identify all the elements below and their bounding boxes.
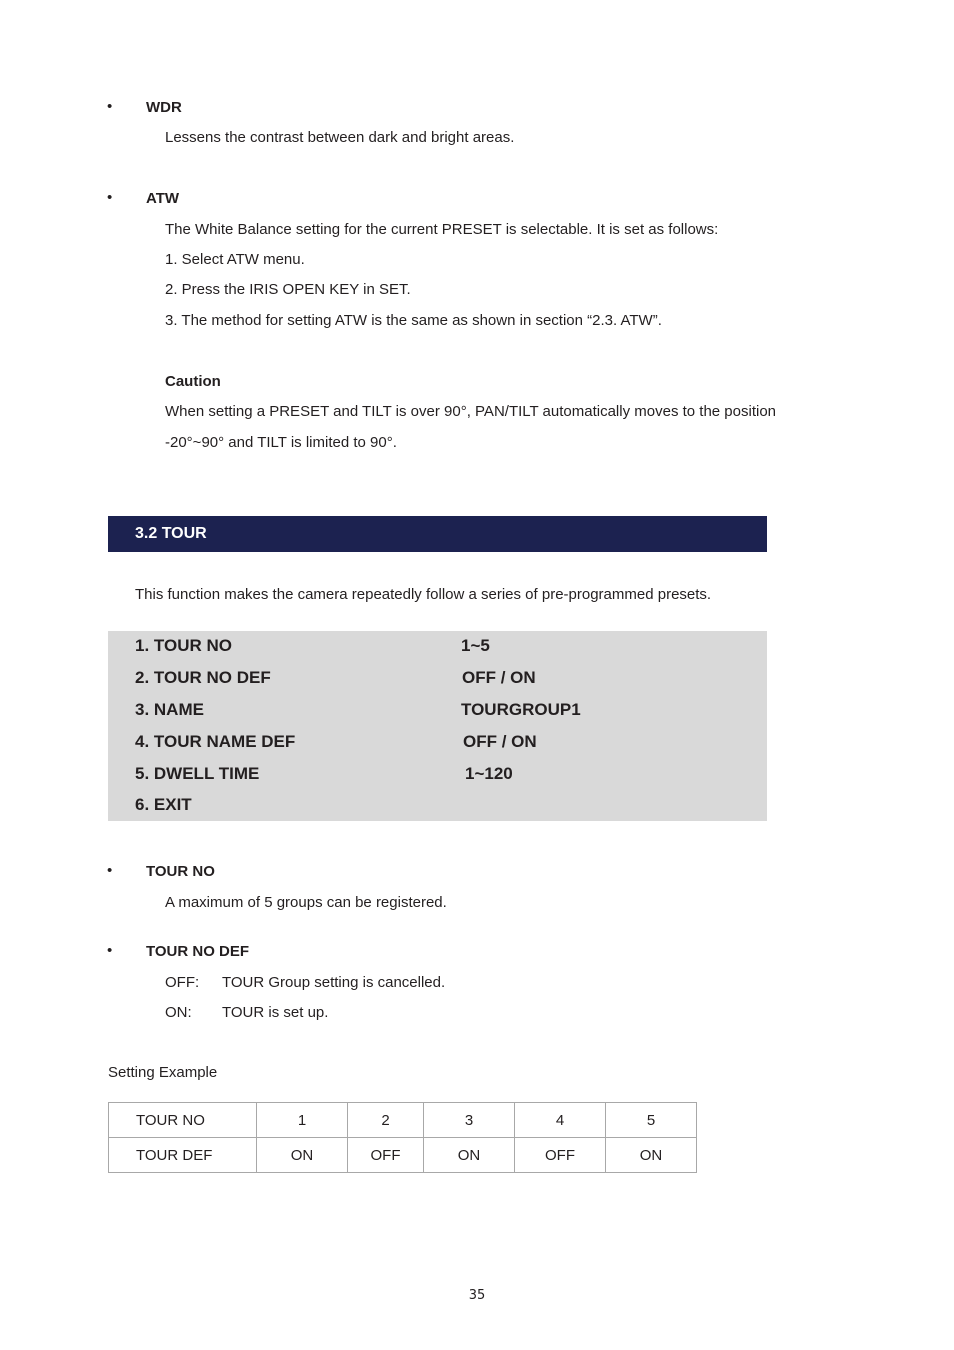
menu-row bbox=[108, 663, 767, 695]
section-header-bar bbox=[108, 516, 767, 552]
tour-no-def-heading: TOUR NO DEF bbox=[146, 943, 250, 960]
table-cell: ON bbox=[424, 1138, 515, 1173]
bullet-tour-no-def: • bbox=[107, 942, 113, 959]
wdr-description: Lessens the contrast between dark and bright areas. bbox=[165, 129, 515, 146]
atw-heading: ATW bbox=[146, 190, 180, 207]
table-cell: 1 bbox=[257, 1103, 348, 1138]
section-title: 3.2 TOUR bbox=[135, 525, 207, 542]
table-cell: 2 bbox=[348, 1103, 424, 1138]
tour-no-heading: TOUR NO bbox=[146, 863, 215, 880]
setting-example-table bbox=[108, 1102, 697, 1173]
table-row-header: TOUR DEF bbox=[109, 1138, 257, 1173]
tour-menu-box bbox=[108, 631, 767, 821]
table-cell: OFF bbox=[515, 1138, 606, 1173]
table-cell: OFF bbox=[348, 1138, 424, 1173]
option-key: ON: bbox=[165, 1004, 192, 1021]
page-number: 35 bbox=[468, 1288, 486, 1303]
section-intro: This function makes the camera repeatedly follow a series of pre-programmed presets. bbox=[135, 586, 712, 603]
bullet-tour-no: • bbox=[107, 862, 113, 879]
table-cell: ON bbox=[606, 1138, 697, 1173]
menu-item-label: 6. EXIT bbox=[135, 795, 192, 814]
menu-item-value: OFF / ON bbox=[463, 732, 537, 751]
menu-item-label: 5. DWELL TIME bbox=[135, 764, 260, 783]
caution-heading: Caution bbox=[165, 373, 221, 390]
table-cell: 3 bbox=[424, 1103, 515, 1138]
atw-step: 2. Press the IRIS OPEN KEY in SET. bbox=[165, 281, 411, 298]
bullet-atw: • bbox=[107, 189, 113, 206]
option-text: TOUR is set up. bbox=[222, 1004, 329, 1021]
menu-row bbox=[108, 759, 767, 791]
menu-row bbox=[108, 631, 767, 663]
menu-item-label: 1. TOUR NO bbox=[135, 636, 232, 655]
menu-item-value: 1~120 bbox=[465, 764, 513, 783]
menu-item-value: 1~5 bbox=[461, 636, 490, 655]
wdr-heading: WDR bbox=[146, 99, 182, 116]
example-caption: Setting Example bbox=[108, 1064, 218, 1081]
bullet-wdr: • bbox=[107, 98, 113, 115]
table-cell: ON bbox=[257, 1138, 348, 1173]
option-key: OFF: bbox=[165, 974, 200, 991]
menu-item-label: 2. TOUR NO DEF bbox=[135, 668, 271, 687]
menu-item-label: 4. TOUR NAME DEF bbox=[135, 732, 296, 751]
atw-step: 1. Select ATW menu. bbox=[165, 251, 305, 268]
menu-item-value: OFF / ON bbox=[462, 668, 536, 687]
menu-row bbox=[108, 727, 767, 759]
table-cell: 5 bbox=[606, 1103, 697, 1138]
menu-row bbox=[108, 790, 767, 822]
menu-item-label: 3. NAME bbox=[135, 700, 204, 719]
caution-text: -20°~90° and TILT is limited to 90°. bbox=[165, 434, 397, 451]
table-row bbox=[109, 1103, 697, 1138]
atw-step: 3. The method for setting ATW is the same as shown in section “2.3. ATW”. bbox=[165, 312, 662, 329]
menu-item-value: TOURGROUP1 bbox=[461, 700, 581, 719]
atw-description: The White Balance setting for the current PRESET is selectable. It is set as follows: bbox=[165, 221, 719, 238]
option-text: TOUR Group setting is cancelled. bbox=[222, 974, 446, 991]
table-row-header: TOUR NO bbox=[109, 1103, 257, 1138]
table-row bbox=[109, 1138, 697, 1173]
menu-row bbox=[108, 695, 767, 727]
tour-no-description: A maximum of 5 groups can be registered. bbox=[165, 894, 447, 911]
caution-text: When setting a PRESET and TILT is over 90°, PAN/TILT automatically moves to the position bbox=[165, 403, 777, 420]
table-cell: 4 bbox=[515, 1103, 606, 1138]
